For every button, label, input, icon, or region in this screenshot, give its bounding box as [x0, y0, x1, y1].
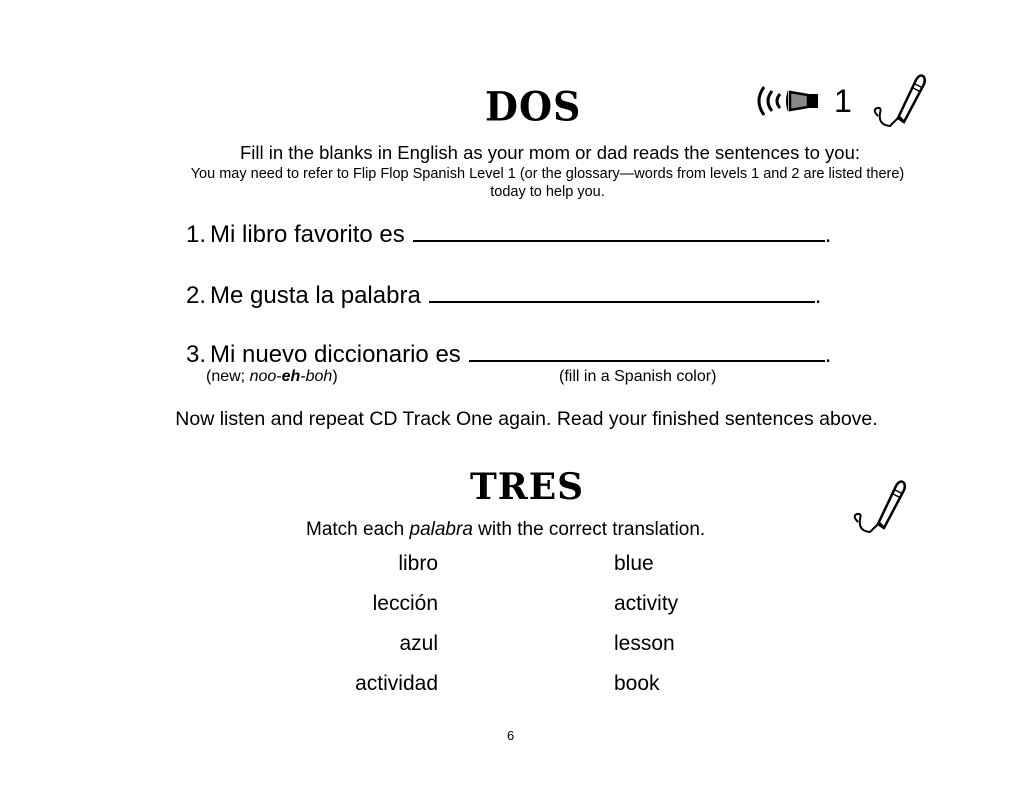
- instruction-main: Fill in the blanks in English as your mom or dad reads the sentences to you:: [239, 142, 861, 163]
- english-word[interactable]: lesson: [614, 632, 675, 655]
- note-suffix: ): [332, 368, 338, 385]
- sentence-text: Mi libro favorito es: [210, 221, 405, 248]
- sentence-period: .: [824, 341, 832, 368]
- note-syllable: -boh: [300, 368, 333, 385]
- spanish-word[interactable]: lección: [372, 592, 438, 615]
- answer-blank-1[interactable]: [413, 220, 825, 242]
- match-instruction: [306, 519, 705, 541]
- note-stressed-syllable: eh: [281, 368, 301, 385]
- sentence-number: 1.: [186, 221, 207, 248]
- listen-instruction: Now listen and repeat CD Track One again. Read your finished sentences above.: [175, 408, 878, 430]
- english-word[interactable]: activity: [614, 592, 679, 615]
- section-title-dos: DOS: [485, 82, 582, 131]
- english-word[interactable]: book: [614, 672, 660, 695]
- track-number: 1: [834, 83, 852, 119]
- pronunciation-note: [206, 368, 338, 386]
- page-number: 6: [507, 728, 515, 743]
- sentence-3: [186, 340, 831, 369]
- intro-text: with the correct translation.: [472, 519, 706, 540]
- intro-text: Match each: [306, 519, 410, 540]
- speaker-icon: [752, 84, 824, 118]
- pencil-icon: [848, 476, 910, 538]
- sentence-period: .: [814, 282, 822, 309]
- sentence-2: [186, 281, 821, 310]
- answer-blank-2[interactable]: [429, 281, 815, 303]
- sentence-number: 2.: [186, 282, 207, 309]
- spanish-word[interactable]: azul: [399, 632, 438, 655]
- spanish-word[interactable]: actividad: [355, 672, 438, 695]
- note-syllable: noo-: [249, 368, 282, 385]
- sentence-text: Mi nuevo diccionario es: [210, 341, 461, 368]
- section-title-tres: TRES: [470, 466, 585, 508]
- audio-track-indicator: [752, 84, 852, 118]
- sentence-number: 3.: [186, 341, 207, 368]
- intro-italic-word: palabra: [409, 519, 473, 540]
- instruction-sub: You may need to refer to Flip Flop Spanish Level 1 (or the glossary—words from levels 1 and 2 are listed there) today to help you.: [190, 166, 905, 200]
- sentence-1: [186, 220, 831, 249]
- sentence-text: Me gusta la palabra: [210, 282, 421, 309]
- english-word[interactable]: blue: [614, 552, 654, 575]
- note-prefix: (new;: [206, 368, 250, 385]
- sentence-period: .: [824, 221, 832, 248]
- spanish-word[interactable]: libro: [398, 552, 438, 575]
- fill-color-note: (fill in a Spanish color): [559, 368, 717, 385]
- pencil-icon: [868, 70, 930, 132]
- answer-blank-3[interactable]: [469, 340, 825, 362]
